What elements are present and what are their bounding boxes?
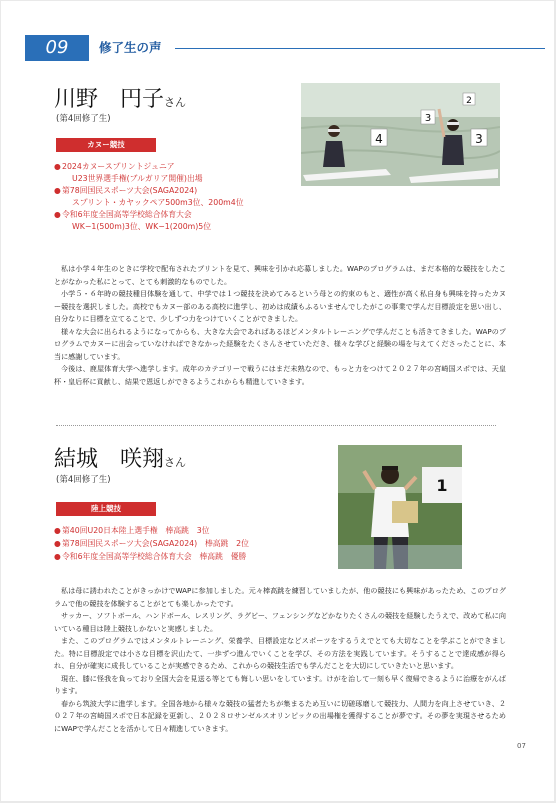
section-title: 修了生の声	[99, 40, 162, 55]
canoe-photo	[301, 83, 500, 186]
svg-text:1: 1	[436, 476, 448, 495]
canoe-photo-image	[301, 83, 500, 186]
achievement-item: ●2024カヌースプリントジュニア U23世界選手権(ブルガリア開催)出場	[54, 162, 203, 183]
paragraph: サッカー、ソフトボール、ハンドボール、レスリング、ラグビー、フェンシングなどかなりたくさんの競技を経験したうえで、改めて私に向いている種目は陸上競技しかないと実感しました。	[54, 611, 506, 633]
student2-testimony	[54, 585, 506, 735]
student2-name	[54, 447, 186, 476]
paragraph: 私は母に誘われたことがきっかけでWAPに参加しました。元々棒高跳を練習していましたが、他の競技にも興味があったため、このプログラムで他の競技を体験することがとても楽しかったです。	[54, 586, 506, 608]
svg-text:3: 3	[424, 113, 432, 124]
achievement-item: ●令和6年度全国高等学校総合体育大会 WK−1(500m)3位、WK−1(200m)5位	[54, 210, 212, 231]
paragraph: 小学５・６年時の競技種目体験を通して、中学では１つ競技を決めてみるという母との約束のもと、適性が高く私自身も興味を持ったカヌー競技を選択しました。高校でもカヌー部のある高校に進学し、初めは成績もふるいませんでしたがこの事業で学んだ目標設定を思い出し、自分なりに目標を立てることで、少しずつ力をつけていくことができました。	[54, 289, 506, 323]
student2-name-text: 結城 咲翔	[54, 447, 165, 472]
student2-sport-tag: 陸上競技	[56, 502, 156, 516]
paragraph: 私は小学４年生のときに学校で配布されたプリントを見て、興味を引かれ応募しました。WAPのプログラムは、まだ本格的な競技をしたことがなかった私にとって、とても刺激的なものでした。	[54, 264, 506, 286]
student1-name-text: 川野 円子	[54, 87, 165, 112]
paragraph: また、このプログラムではメンタルトレーニング、栄養学、目標設定などスポーツをするうえでとても大切なことを学ぶことができました。特に目標設定では小さな目標を沢山たて、一歩ずつ進んでいくことを学び、その方法を実践しています。そうすることで達成感が得られ、自分が確実に成長していることが実感できるため、これからの競技生活でも学んだことを大切にしていきたいと思います。	[54, 636, 506, 670]
achievement-item: ●第78回国民スポーツ大会(SAGA2024) スプリント・カヤックペア500m3位、200m4位	[54, 186, 244, 207]
achievement-item: ●第40回U20日本陸上選手権 棒高跳 3位	[54, 526, 210, 535]
student2-honorific: さん	[164, 456, 187, 469]
achievement-item: ●第78回国民スポーツ大会(SAGA2024) 棒高跳 2位	[54, 539, 249, 548]
student1-testimony	[54, 263, 506, 388]
svg-text:3: 3	[475, 132, 483, 146]
student1-sport-tag: カヌー競技	[56, 138, 156, 152]
section-header	[25, 35, 535, 61]
student1-achievements	[54, 161, 304, 233]
svg-text:2: 2	[466, 96, 472, 106]
svg-text:4: 4	[375, 132, 383, 146]
header-rule	[175, 48, 545, 49]
student1-honorific: さん	[164, 96, 187, 109]
athlete-photo	[338, 445, 462, 569]
student1-name	[54, 87, 186, 116]
page-number: 07	[517, 742, 526, 750]
paragraph: 現在、膝に怪我を負っており全国大会を見送る等とても悔しい思いをしています。けがを治して一刻も早く復帰できるように治療をがんばります。	[54, 673, 506, 695]
achievement-item: ●令和6年度全国高等学校総合体育大会 棒高跳 優勝	[54, 552, 247, 561]
paragraph: 春から筑波大学に進学します。全国各地から様々な競技の猛者たちが集まるため互いに切磋琢磨して競技力、人間力を向上させていき、２０２７年の宮崎国スポで日本記録を更新し、２０２８ロサンゼルスオリンピックの出場権を獲得することが夢です。その夢を実現させるためにWAPで学んだことを活かして日々精進していきます。	[54, 698, 506, 733]
paragraph: 今後は、鹿屋体育大学へ進学します。成年のカテゴリーで戦うにはまだ未熟なので、もっと力をつけて２０２７年の宮崎国スポでは、天皇杯・皇后杯に貢献し、結果で恩返しができるようこれからも精進していきます。	[54, 364, 506, 386]
page	[1, 1, 554, 801]
student2-achievements	[54, 525, 304, 563]
athlete-photo-image	[338, 445, 462, 569]
student1-grade: (第4回修了生)	[56, 114, 111, 124]
section-divider	[56, 425, 496, 426]
student2-grade: (第4回修了生)	[56, 475, 111, 485]
paragraph: 様々な大会に出られるようになってからも、大きな大会であればあるほどメンタルトレーニングで学んだことも活きてきました。WAPのプログラムでカヌーに出会っていなければできなかった経験をたくさんさせていただき、様々な学びと経験の場を与えてくださったことに、本当に感謝しています。	[54, 326, 506, 361]
section-number: 09	[25, 35, 89, 61]
